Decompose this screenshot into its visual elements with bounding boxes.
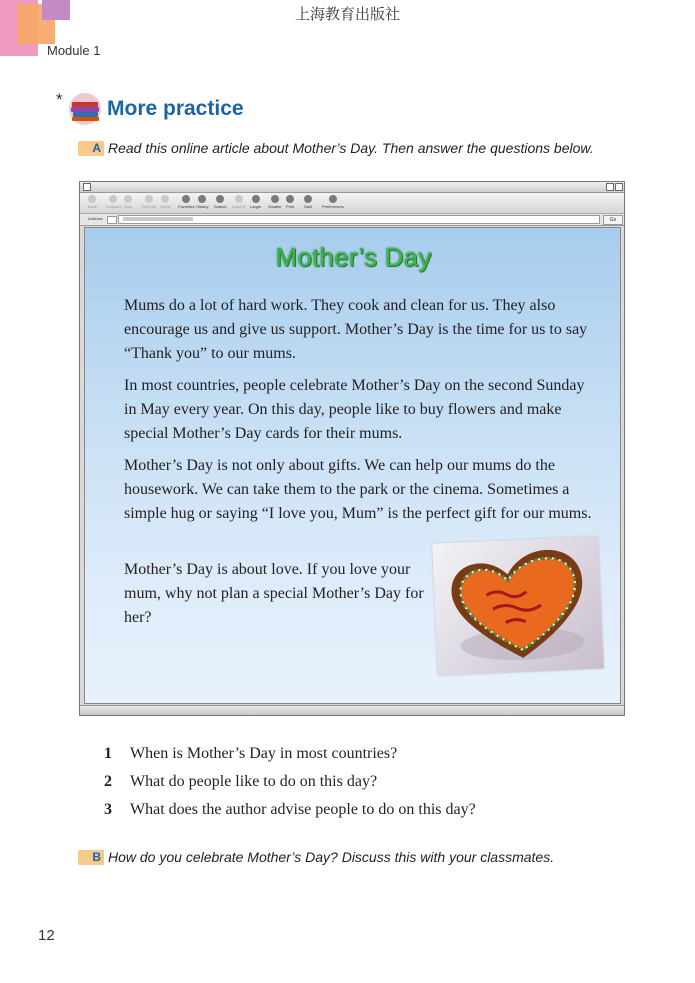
section-star-marker: * bbox=[56, 90, 63, 109]
page-number: 12 bbox=[38, 927, 55, 944]
module-label: Module 1 bbox=[47, 43, 101, 58]
toolbar-button-label: Print bbox=[286, 204, 295, 209]
browser-window bbox=[79, 181, 625, 716]
task-b-badge: B bbox=[78, 850, 104, 865]
toolbar-button-label: Refresh bbox=[142, 204, 157, 209]
question-item bbox=[104, 801, 476, 819]
article-paragraph-4: Mother’s Day is about love. If you love your mum, why not plan a special Mother’s Day for her? bbox=[124, 561, 424, 626]
toolbar-button-label: Favorites bbox=[178, 204, 195, 209]
toolbar-button-label: Home bbox=[160, 204, 171, 209]
toolbar-button-history[interactable] bbox=[196, 195, 208, 209]
toolbar-button-favorites[interactable] bbox=[178, 195, 194, 209]
toolbar-button-smaller[interactable] bbox=[268, 195, 282, 209]
publisher-header: 上海教育出版社 bbox=[294, 5, 400, 23]
favorites-icon bbox=[182, 195, 190, 203]
toolbar-button-forward[interactable] bbox=[106, 195, 121, 209]
toolbar-button-mail[interactable] bbox=[304, 195, 312, 209]
browser-content bbox=[84, 227, 621, 704]
collapse-box-icon[interactable] bbox=[615, 183, 623, 191]
task-b-instruction: How do you celebrate Mother’s Day? Discuss this with your classmates. bbox=[108, 849, 555, 865]
toolbar-button-refresh[interactable] bbox=[142, 195, 156, 209]
question-number: 3 bbox=[104, 801, 112, 818]
toolbar-button-print[interactable] bbox=[286, 195, 294, 209]
zoom-box-icon[interactable] bbox=[606, 183, 614, 191]
toolbar-button-autofill[interactable] bbox=[232, 195, 245, 209]
article-paragraph-3: Mother’s Day is not only about gifts. We can help our mums do the housework. We can take them to the park or the cinema. Sometimes a simple hug or saying “I love you, Mum” is the perfect gift for our mums. bbox=[124, 457, 592, 522]
smaller-icon bbox=[271, 195, 279, 203]
print-icon bbox=[286, 195, 294, 203]
go-button[interactable]: Go bbox=[603, 215, 623, 225]
browser-titlebar bbox=[80, 182, 624, 193]
history-icon bbox=[198, 195, 206, 203]
autofill-icon bbox=[235, 195, 243, 203]
article-paragraph-2: In most countries, people celebrate Mother’s Day on the second Sunday in May every year. On this day, people like to buy flowers and make special Mother’s Day cards for their mums. bbox=[124, 377, 585, 442]
forward-icon bbox=[109, 195, 117, 203]
toolbar-button-label: Back bbox=[88, 204, 97, 209]
toolbar-button-label: History bbox=[196, 204, 209, 209]
question-text: What do people like to do on this day? bbox=[130, 773, 378, 790]
section-title: More practice bbox=[107, 97, 244, 120]
address-url-blur bbox=[123, 217, 193, 221]
browser-toolbar bbox=[80, 193, 624, 214]
books-icon bbox=[66, 92, 104, 126]
question-text: When is Mother’s Day in most countries? bbox=[130, 745, 398, 762]
larger-icon bbox=[252, 195, 260, 203]
toolbar-button-back[interactable] bbox=[88, 195, 97, 209]
toolbar-button-label: Search bbox=[214, 204, 227, 209]
question-item bbox=[104, 745, 397, 763]
address-input[interactable] bbox=[118, 215, 600, 224]
browser-status-bar bbox=[80, 705, 624, 715]
toolbar-button-label: Larger bbox=[250, 204, 262, 209]
toolbar-button-larger[interactable] bbox=[250, 195, 262, 209]
home-icon bbox=[161, 195, 169, 203]
article-title: Mother’s Day bbox=[275, 242, 432, 272]
question-number: 2 bbox=[104, 773, 112, 790]
toolbar-button-label: Preferences bbox=[322, 204, 344, 209]
question-item bbox=[104, 773, 377, 791]
toolbar-button-search[interactable] bbox=[214, 195, 227, 209]
task-b bbox=[78, 849, 554, 865]
toolbar-button-label: Stop bbox=[124, 204, 133, 209]
stop-icon bbox=[124, 195, 132, 203]
toolbar-button-preferences[interactable] bbox=[322, 195, 344, 209]
back-icon bbox=[88, 195, 96, 203]
address-dropdown[interactable] bbox=[107, 216, 117, 224]
article-paragraph-1: Mums do a lot of hard work. They cook and clean for us. They also encourage us and give us support. Mother’s Day is the time for us to say “Thank you” to our mums. bbox=[124, 297, 588, 362]
question-number: 1 bbox=[104, 745, 112, 762]
address-bar bbox=[80, 214, 624, 226]
task-a bbox=[78, 140, 594, 156]
mail-icon bbox=[304, 195, 312, 203]
toolbar-button-label: AutoFill bbox=[232, 204, 246, 209]
close-box-icon[interactable] bbox=[83, 183, 91, 191]
search-icon bbox=[216, 195, 224, 203]
toolbar-button-stop[interactable] bbox=[124, 195, 132, 209]
toolbar-button-home[interactable] bbox=[160, 195, 171, 209]
preferences-icon bbox=[329, 195, 337, 203]
toolbar-button-label: Mail bbox=[304, 204, 312, 209]
heart-cake-icon bbox=[432, 536, 604, 675]
task-a-instruction: Read this online article about Mother’s Day. Then answer the questions below. bbox=[108, 140, 594, 156]
toolbar-button-label: Smaller bbox=[268, 204, 282, 209]
address-label: Address bbox=[88, 216, 103, 221]
toolbar-button-label: Forward bbox=[106, 204, 121, 209]
heart-cake-photo bbox=[432, 536, 604, 675]
task-a-badge: A bbox=[78, 141, 104, 156]
question-text: What does the author advise people to do on this day? bbox=[130, 801, 476, 818]
refresh-icon bbox=[145, 195, 153, 203]
